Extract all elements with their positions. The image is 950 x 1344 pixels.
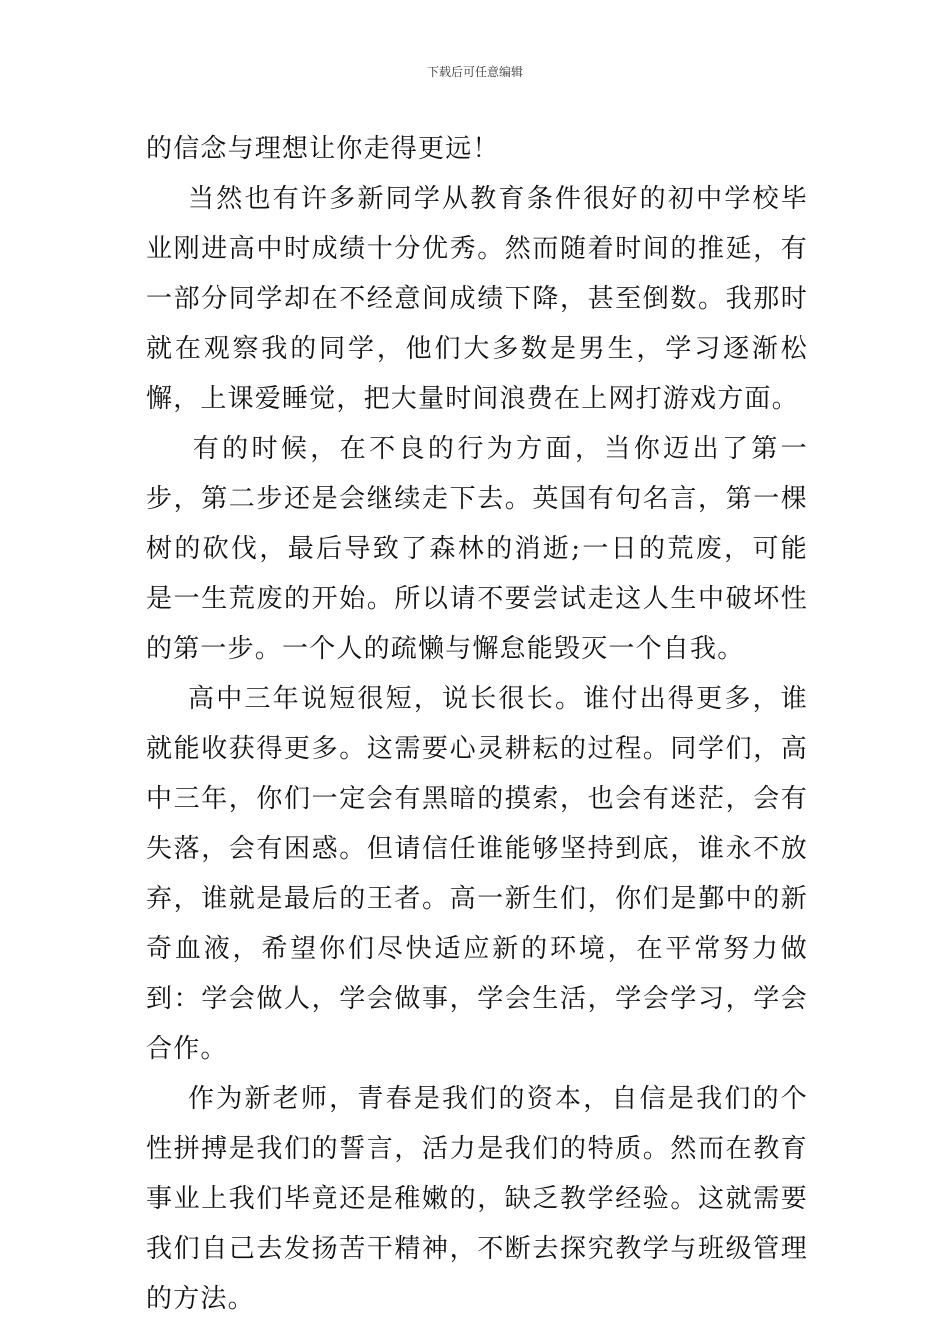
- document-body: [146, 124, 808, 1324]
- paragraph-1: 的信念与理想让你走得更远！: [146, 134, 500, 164]
- page-header: 下载后可任意编辑: [426, 65, 523, 79]
- paragraph-4: 高中三年说短很短，说长很长。谁付出得更多，谁就能收获得更多。这需要心灵耕耘的过程。同学们，高中三年，你们一定会有黑暗的摸索，也会有迷茫，会有失落，会有困惑。但请信任谁能够坚持到底，谁永不放弃，谁就是最后的王者。高一新生们，你们是鄞中的新奇血液，希望你们尽快适应新的环境，在平常努力做到：学会做人，学会做事，学会生活，学会学习，学会合作。: [146, 684, 809, 1064]
- paragraph-5: 作为新老师，青春是我们的资本，自信是我们的个性拼搏是我们的誓言，活力是我们的特质。然而在教育事业上我们毕竟还是稚嫩的，缺乏教学经验。这就需要我们自己去发扬苦干精神，不断去探究教学与班级管理的方法。: [146, 1084, 809, 1314]
- paragraph-2: 当然也有许多新同学从教育条件很好的初中学校毕业刚进高中时成绩十分优秀。然而随着时间的推延，有一部分同学却在不经意间成绩下降，甚至倒数。我那时就在观察我的同学，他们大多数是男生，学习逐渐松懈，上课爱睡觉，把大量时间浪费在上网打游戏方面。: [146, 184, 809, 414]
- paragraph-3: 有的时候，在不良的行为方面，当你迈出了第一步，第二步还是会继续走下去。英国有句名言，第一棵树的砍伐，最后导致了森林的消逝;一日的荒废，可能是一生荒废的开始。所以请不要尝试走这人生中破坏性的第一步。一个人的疏懒与懈怠能毁灭一个自我。: [146, 434, 809, 664]
